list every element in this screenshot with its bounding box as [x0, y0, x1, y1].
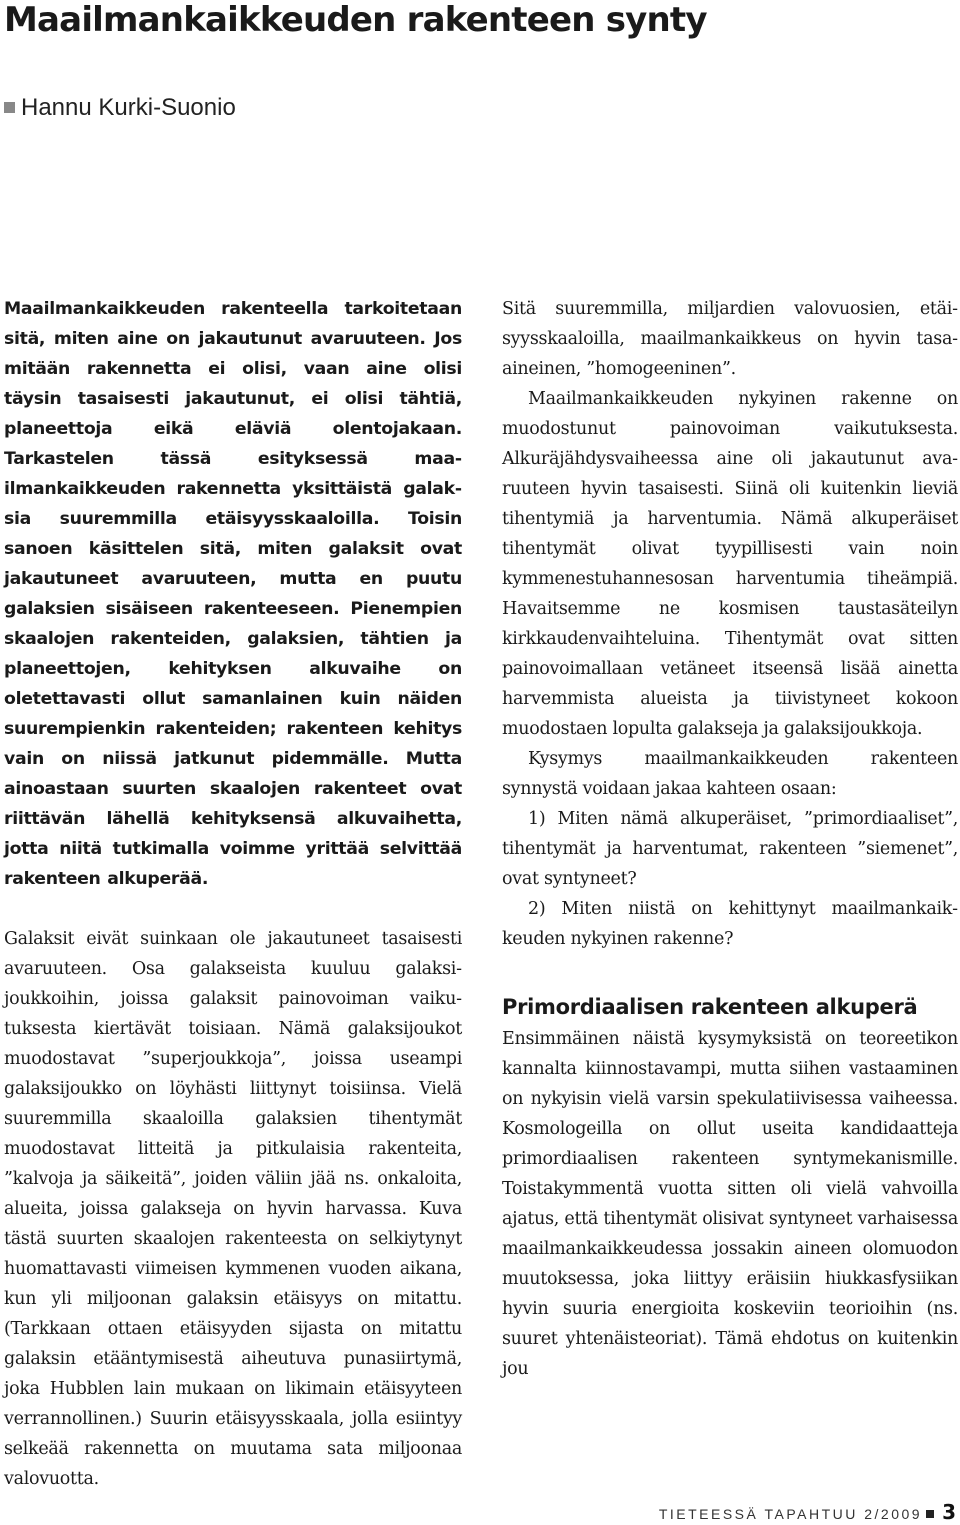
- body-paragraph-structure: Maailmankaikkeuden nykyinen rakenne on muodostunut painovoiman vaikutuksesta. Alkuräjähdysvaiheessa aine oli jakautunut avaruuteen hyvin tasaisesti. Siinä oli kuitenkin lieviä tihentymiä ja harventumia. Nämä alkuperäiset tihentymät olivat tyypillisesti vain noin kymmenestuhannesosan harventumia tiheämpiä. Havaitsemme ne kosmisen taustasäteilyn kirkkaudenvaihteluina. Tihentymät ovat sitten painovoimallaan vetäneet itseensä lisää ainetta harvemmista alueista ja tiivistyneet kokoon muodostaen lopulta galakseja ja galaksijoukkoja.: [502, 389, 958, 739]
- right-column: [502, 294, 958, 1384]
- publication-name: TIETEESSÄ TAPAHTUU 2/2009: [658, 1506, 923, 1522]
- body-paragraph-galaxies: Galaksit eivät suinkaan ole jakautuneet tasaisesti avaruuteen. Osa galakseista kuuluu galaksijoukkoihin, joissa galaksit painovoiman vaikutuksesta kiertävät toisiaan. Nämä galaksijoukot muodostavat ”superjoukkoja”, joissa useampi galaksijoukko on löyhästi liittynyt toisiinsa. Vielä suuremmilla skaaloilla galaksien tihentymät muodostavat litteitä ja pitkulaisia rakenteita, ”kalvoja ja säikeitä”, joiden väliin jää ns. onkaloita, alueita, joissa galakseja on hyvin harvassa. Kuva tästä suurten skaalojen rakenteesta on selkiytynyt huomattavasti viimeisen kymmenen vuoden aikana, kun yli miljoonan galaksin etäisyys on mitattu. (Tarkkaan ottaen etäisyyden sijasta on mitattu galaksin etääntymisestä aiheutuva punasiirtymä, joka Hubblen lain mukaan on likimain etäisyyteen verrannollinen.) Suurin etäisyysskaala, jolla esiintyy selkeää rakennetta on muutama sata miljoonaa valovuotta.: [4, 929, 462, 1489]
- body-paragraph-origin: Ensimmäinen näistä kysymyksistä on teoreetikon kannalta kiinnostavampi, mutta siihen vastaaminen on nykyisin vielä varsin spekulatiivisessa vaiheessa. Kosmologeilla on ollut useita kandidaatteja primordiaalisen rakenteen syntymekanismille. Toistakymmentä vuotta sitten oli vielä vahvoilla ajatus, että tihentymät olisivat syntyneet varhaisessa maailmankaikkeudessa jossakin aineen olomuodon muutoksessa, joka liittyy eräisiin hiukkasfysiikan hyvin suuria energioita koskeviin teorioihin (ns. suuret yhtenäisteoriat). Tämä ehdotus on kuitenkin jou: [502, 1029, 958, 1379]
- lead-paragraph: Maailmankaikkeuden rakenteella tarkoitetaan sitä, miten aine on jakautunut avaruuteen. Jos mitään rakennetta ei olisi, vaan aine olisi täysin tasaisesti jakautunut, ei olisi tähtiä, planeettoja eikä eläviä olentojakaan. Tarkastelen tässä esityksessä maailmankaikkeuden rakennetta yksittäistä galaksia suuremmilla etäisyysskaaloilla. Toisin sanoen käsittelen sitä, miten galaksit ovat jakautuneet avaruuteen, mutta en puutu galaksien sisäiseen rakenteeseen. Pienempien skaalojen rakenteiden, galaksien, tähtien ja planeettojen, kehityksen alkuvaihe on oletettavasti ollut samanlainen kuin näiden suurempienkin rakenteiden; rakenteen kehitys vain on niissä jatkunut pidemmälle. Mutta ainoastaan suurten skaalojen rakenteet ovat riittävän lähellä kehityksensä alkuvaihetta, jotta niitä tutkimalla voimme yrittää selvittää rakenteen alkuperää.: [4, 299, 462, 889]
- left-column: [4, 294, 462, 1494]
- body-paragraph-question: Kysymys maailmankaikkeuden rakenteen synnystä voidaan jakaa kahteen osaan:: [502, 749, 958, 799]
- page-number: 3: [942, 1500, 956, 1524]
- question-2: 2) Miten niistä on kehittynyt maailmankaikkeuden nykyinen rakenne?: [502, 899, 958, 949]
- author-line: [4, 92, 236, 124]
- article-title: Maailmankaikkeuden rakenteen synty: [4, 0, 707, 40]
- question-1: 1) Miten nämä alkuperäiset, ”primordiaaliset”, tihentymät ja harventumat, rakenteen ”siemenet”, ovat syntyneet?: [502, 809, 958, 889]
- body-paragraph-homogeneous: Sitä suuremmilla, miljardien valovuosien, etäisyysskaaloilla, maailmankaikkeus on hyvin tasaaineinen, ”homogeeninen”.: [502, 299, 958, 379]
- square-bullet-icon: [4, 102, 15, 113]
- author-name: Hannu Kurki-Suonio: [21, 94, 236, 121]
- square-separator-icon: [926, 1510, 934, 1518]
- section-heading: Primordiaalisen rakenteen alkuperä: [502, 995, 918, 1019]
- page-footer: [659, 1502, 956, 1524]
